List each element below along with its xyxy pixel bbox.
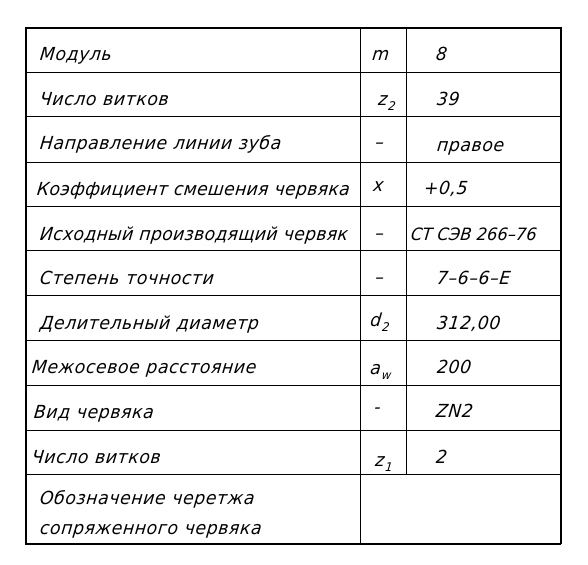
table-border-bottom: [25, 543, 561, 545]
table-border-right: [560, 27, 562, 544]
symbol-main: –: [374, 267, 386, 288]
symbol-main: –: [374, 132, 386, 153]
symbol-subscript: 2: [381, 320, 391, 334]
symbol-main: z: [377, 89, 390, 110]
parameter-value: 39: [435, 89, 462, 110]
parameter-label: Степень точности: [38, 268, 216, 289]
symbol-main: m: [371, 44, 391, 65]
row-divider: [25, 250, 561, 251]
parameter-symbol: [377, 89, 398, 117]
row-divider: [25, 340, 561, 341]
parameter-label: Вид червяка: [32, 402, 156, 423]
row-divider: [25, 206, 561, 207]
row-divider: [25, 430, 561, 431]
parameter-symbol: [369, 358, 394, 386]
parameter-value: 200: [435, 357, 473, 378]
symbol-main: x: [372, 175, 386, 196]
parameter-label: Межосевое расстояние: [30, 357, 259, 378]
parameter-symbol: [369, 310, 392, 338]
column-divider-symbol: [360, 27, 361, 544]
parameter-value: 2: [434, 447, 449, 468]
parameter-value: 8: [434, 44, 449, 65]
symbol-main: a: [369, 358, 383, 379]
parameter-label: Модуль: [38, 44, 114, 65]
parameter-value: 312,00: [435, 313, 503, 334]
symbol-main: d: [369, 310, 384, 331]
row-divider: [25, 385, 561, 386]
parameter-label: Исходный производящий червяк: [38, 224, 350, 245]
symbol-main: z: [374, 450, 387, 471]
symbol-subscript: 2: [387, 99, 397, 113]
row-divider: [25, 162, 561, 163]
table-border-left: [25, 27, 27, 544]
parameter-value: +0,5: [422, 178, 470, 199]
row-divider: [25, 72, 561, 73]
parameter-label: Коэффициент смешения червяка: [35, 179, 352, 200]
parameter-symbol: [374, 223, 387, 251]
row-divider: [25, 116, 561, 117]
parameter-label: Делительный диаметр: [38, 313, 261, 334]
drawing-designation-label-line2: сопряженного червяка: [38, 518, 264, 539]
parameter-value: СТ СЭВ 266–76: [409, 225, 538, 245]
symbol-main: –: [374, 223, 386, 244]
parameter-value: ZN2: [434, 401, 475, 422]
symbol-subscript: w: [381, 368, 393, 382]
symbol-subscript: 1: [384, 460, 394, 474]
parameter-label: Число витков: [38, 89, 171, 110]
drawing-designation-label-line1: Обозначение черетжа: [38, 488, 257, 509]
parameter-symbol: [373, 397, 384, 425]
parameter-label: Направление линии зуба: [38, 133, 283, 154]
row-divider: [25, 295, 561, 296]
parameter-label: Число витков: [30, 447, 163, 468]
parameter-symbol: [374, 450, 395, 478]
parameter-value: правое: [435, 135, 506, 156]
row-divider: [25, 474, 561, 475]
parameter-symbol: [371, 44, 392, 72]
parameter-symbol: [374, 132, 387, 160]
parameter-symbol: [374, 267, 387, 295]
symbol-main: -: [373, 397, 383, 418]
parameter-symbol: [372, 175, 387, 203]
parameter-value: 7–6–6–Е: [435, 268, 513, 289]
table-border-top: [25, 27, 561, 29]
